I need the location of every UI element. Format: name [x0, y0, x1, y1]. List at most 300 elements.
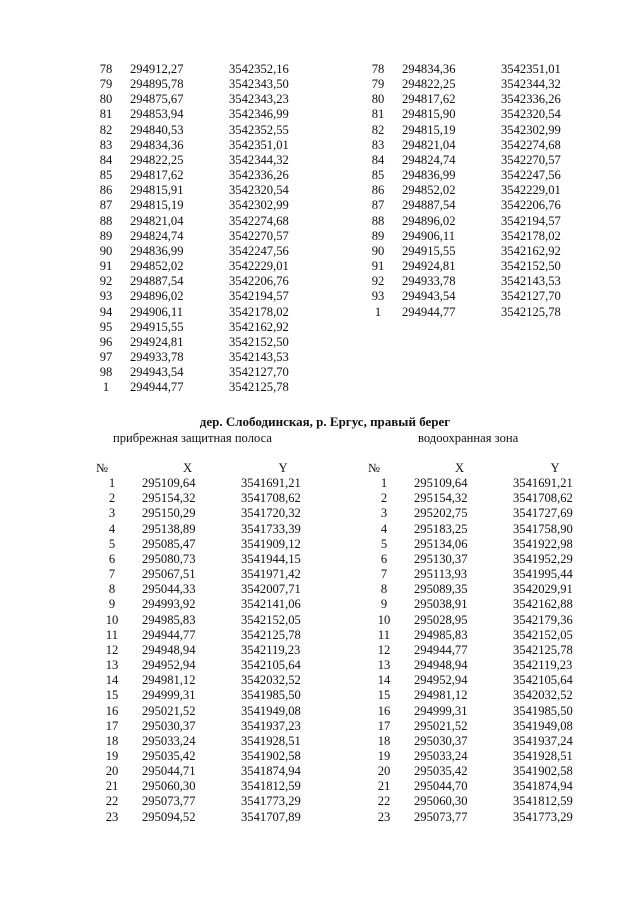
point-number: 82 [371, 122, 385, 137]
coordinate-x: 294933,78 [130, 349, 184, 364]
coordinate-x: 294821,04 [130, 213, 184, 228]
coordinate-x: 294852,02 [402, 183, 456, 198]
coordinate-x: 295067,51 [142, 567, 196, 582]
coordinate-x: 294924,81 [402, 259, 456, 274]
coordinates-table-bottom-left [84, 461, 325, 825]
coordinate-x: 294985,83 [142, 612, 196, 627]
table-row [356, 153, 585, 168]
coordinate-x: 295073,77 [414, 809, 468, 824]
coordinate-x: 294822,25 [130, 152, 184, 167]
table-header-row [84, 461, 325, 476]
point-number: 18 [105, 733, 119, 748]
table-row [356, 168, 585, 183]
coordinate-x: 295183,25 [414, 521, 468, 536]
header-number: № [96, 461, 109, 475]
coordinate-x: 294815,19 [402, 122, 456, 137]
point-number: 84 [371, 152, 385, 167]
coordinate-y: 3542162,88 [513, 597, 573, 612]
table-row [356, 628, 597, 643]
coordinate-x: 294817,62 [130, 168, 184, 183]
table-row [84, 289, 313, 304]
table-row [356, 582, 597, 597]
section-title: дер. Слободинская, р. Ергус, правый берег [199, 414, 451, 429]
coordinate-x: 294896,02 [130, 289, 184, 304]
coordinate-x: 294853,94 [130, 107, 184, 122]
point-number: 78 [371, 62, 385, 76]
coordinate-y: 3542152,50 [501, 259, 561, 274]
coordinate-y: 3542351,01 [229, 137, 289, 152]
coordinate-x: 295035,42 [414, 764, 468, 779]
table-row [356, 658, 597, 673]
table-row [356, 289, 585, 304]
point-number: 82 [99, 122, 113, 137]
coordinate-y: 3541707,89 [241, 809, 301, 824]
table-row [356, 107, 585, 122]
table-row [84, 107, 313, 122]
coordinate-x: 294875,67 [130, 92, 184, 107]
coordinate-y: 3542229,01 [501, 183, 561, 198]
table-row [84, 628, 325, 643]
coordinate-y: 3542274,68 [501, 137, 561, 152]
table-row [356, 92, 585, 107]
point-number: 4 [108, 521, 116, 536]
coordinate-y: 3542143,53 [229, 349, 289, 364]
coordinate-x: 294915,55 [130, 319, 184, 334]
coordinate-x: 294836,99 [402, 168, 456, 183]
table-row [356, 274, 585, 289]
coordinate-x: 294952,94 [142, 658, 196, 673]
point-number: 14 [105, 673, 119, 688]
coordinate-x: 294915,55 [402, 243, 456, 258]
coordinate-y: 3541949,08 [513, 718, 573, 733]
point-number: 84 [99, 152, 113, 167]
table-row [356, 259, 585, 274]
coordinate-x: 295138,89 [142, 521, 196, 536]
point-number: 86 [99, 183, 113, 198]
table-row [356, 244, 585, 259]
coordinate-x: 294943,54 [402, 289, 456, 304]
table-row [84, 597, 325, 612]
coordinate-y: 3542247,56 [501, 168, 561, 183]
point-number: 98 [99, 365, 113, 380]
point-number: 4 [380, 521, 388, 536]
point-number: 11 [105, 627, 119, 642]
coordinate-x: 294895,78 [130, 77, 184, 92]
coordinate-y: 3541708,62 [513, 491, 573, 506]
table-row [356, 305, 585, 320]
coordinate-x: 294981,12 [142, 673, 196, 688]
point-number: 18 [377, 733, 391, 748]
coordinate-x: 295044,33 [142, 582, 196, 597]
coordinate-y: 3541773,29 [241, 794, 301, 809]
point-number: 5 [108, 536, 116, 551]
table-row [356, 704, 597, 719]
point-number: 92 [371, 274, 385, 289]
table-row [84, 320, 313, 335]
point-number: 93 [371, 289, 385, 304]
point-number: 22 [377, 794, 391, 809]
coordinate-x: 295150,29 [142, 506, 196, 521]
coordinate-x: 295044,71 [142, 764, 196, 779]
table-row [356, 491, 597, 506]
coordinate-x: 294944,77 [130, 380, 184, 395]
coordinate-x: 295109,64 [142, 476, 196, 491]
table-row [356, 749, 597, 764]
coordinate-x: 295021,52 [414, 718, 468, 733]
coordinate-y: 3542141,06 [241, 597, 301, 612]
table-row [84, 259, 313, 274]
coordinate-y: 3541928,51 [513, 748, 573, 763]
point-number: 21 [105, 779, 119, 794]
coordinate-y: 3541985,50 [513, 703, 573, 718]
coordinate-y: 3542152,05 [513, 627, 573, 642]
table-row [84, 350, 313, 365]
coordinate-y: 3541971,42 [241, 567, 301, 582]
coordinate-y: 3542344,32 [229, 152, 289, 167]
coordinate-x: 294822,25 [402, 77, 456, 92]
point-number: 1 [102, 380, 110, 395]
table-row [84, 764, 325, 779]
point-number: 88 [99, 213, 113, 228]
point-number: 94 [99, 304, 113, 319]
table-row [84, 794, 325, 809]
point-number: 7 [380, 567, 388, 582]
table-row [84, 491, 325, 506]
table-row [84, 380, 313, 395]
coordinate-x: 294981,12 [414, 688, 468, 703]
table-row [84, 229, 313, 244]
table-row [84, 62, 313, 77]
coordinate-y: 3541727,69 [513, 506, 573, 521]
coordinate-x: 295060,30 [142, 779, 196, 794]
point-number: 17 [105, 718, 119, 733]
point-number: 19 [105, 748, 119, 763]
point-number: 87 [99, 198, 113, 213]
coordinate-y: 3541874,94 [241, 764, 301, 779]
table-row [84, 719, 325, 734]
coordinate-x: 294824,74 [402, 152, 456, 167]
coordinate-y: 3541733,39 [241, 521, 301, 536]
point-number: 7 [108, 567, 116, 582]
coordinate-x: 294815,91 [130, 183, 184, 198]
table-row [84, 335, 313, 350]
coordinate-x: 294912,27 [130, 62, 184, 76]
point-number: 97 [99, 349, 113, 364]
point-number: 8 [108, 582, 116, 597]
coordinate-y: 3541812,59 [513, 794, 573, 809]
table-row [356, 476, 597, 491]
table-row [84, 153, 313, 168]
header-x: X [182, 461, 193, 475]
point-number: 23 [105, 809, 119, 824]
coordinate-x: 295085,47 [142, 536, 196, 551]
point-number: 3 [380, 506, 388, 521]
table-row [356, 673, 597, 688]
coordinate-y: 3541720,32 [241, 506, 301, 521]
table-row [356, 567, 597, 582]
coordinate-y: 3542105,64 [513, 673, 573, 688]
table-row [84, 734, 325, 749]
coordinate-y: 3542352,55 [229, 122, 289, 137]
coordinate-y: 3542343,50 [229, 77, 289, 92]
coordinate-x: 294924,81 [130, 334, 184, 349]
coordinate-x: 295060,30 [414, 794, 468, 809]
coordinate-x: 294815,90 [402, 107, 456, 122]
table-row [84, 522, 325, 537]
point-number: 2 [380, 491, 388, 506]
coordinate-x: 295028,95 [414, 612, 468, 627]
coordinate-x: 294821,04 [402, 137, 456, 152]
point-number: 22 [105, 794, 119, 809]
coordinate-x: 295073,77 [142, 794, 196, 809]
point-number: 83 [99, 137, 113, 152]
coordinate-y: 3542336,26 [501, 92, 561, 107]
coordinate-y: 3541985,50 [241, 688, 301, 703]
table-row [84, 198, 313, 213]
coordinate-y: 3542206,76 [229, 274, 289, 289]
coordinate-x: 295134,06 [414, 536, 468, 551]
coordinate-y: 3541937,24 [513, 733, 573, 748]
point-number: 8 [380, 582, 388, 597]
coordinate-x: 294944,77 [414, 642, 468, 657]
point-number: 80 [99, 92, 113, 107]
coordinate-y: 3541691,21 [241, 476, 301, 491]
point-number: 10 [377, 612, 391, 627]
coordinates-table-top-left [84, 62, 313, 395]
point-number: 81 [371, 107, 385, 122]
coordinate-x: 294933,78 [402, 274, 456, 289]
point-number: 3 [108, 506, 116, 521]
point-number: 20 [377, 764, 391, 779]
table-row [356, 198, 585, 213]
coordinate-x: 295202,75 [414, 506, 468, 521]
point-number: 92 [99, 274, 113, 289]
table-row [356, 62, 585, 77]
coordinate-x: 295154,32 [414, 491, 468, 506]
coordinate-x: 294887,54 [402, 198, 456, 213]
coordinate-x: 295030,37 [414, 733, 468, 748]
point-number: 91 [99, 259, 113, 274]
point-number: 90 [371, 243, 385, 258]
coordinate-x: 294948,94 [142, 642, 196, 657]
coordinate-y: 3541812,59 [241, 779, 301, 794]
coordinate-x: 295030,37 [142, 718, 196, 733]
point-number: 17 [377, 718, 391, 733]
point-number: 80 [371, 92, 385, 107]
point-number: 89 [371, 228, 385, 243]
coordinate-y: 3542152,05 [241, 612, 301, 627]
table-row [356, 794, 597, 809]
table-row [84, 476, 325, 491]
point-number: 23 [377, 809, 391, 824]
table-row [84, 365, 313, 380]
coordinate-x: 294836,99 [130, 243, 184, 258]
point-number: 78 [99, 62, 113, 76]
point-number: 12 [377, 642, 391, 657]
table-row [84, 704, 325, 719]
table-row [356, 810, 597, 825]
coordinate-x: 294896,02 [402, 213, 456, 228]
coordinate-y: 3542105,64 [241, 658, 301, 673]
point-number: 83 [371, 137, 385, 152]
coordinate-x: 294943,54 [130, 365, 184, 380]
point-number: 15 [377, 688, 391, 703]
coordinate-x: 295154,32 [142, 491, 196, 506]
coordinate-x: 295109,64 [414, 476, 468, 491]
point-number: 5 [380, 536, 388, 551]
point-number: 21 [377, 779, 391, 794]
point-number: 87 [371, 198, 385, 213]
coordinate-y: 3542125,78 [241, 627, 301, 642]
coordinate-y: 3542178,02 [229, 304, 289, 319]
point-number: 1 [374, 304, 382, 319]
coordinate-y: 3542179,36 [513, 612, 573, 627]
table-row [84, 138, 313, 153]
table-row [84, 214, 313, 229]
coordinate-y: 3542343,23 [229, 92, 289, 107]
coordinate-y: 3542162,92 [501, 243, 561, 258]
table-row [356, 643, 597, 658]
point-number: 13 [105, 658, 119, 673]
table-row [84, 582, 325, 597]
coordinate-x: 294944,77 [142, 627, 196, 642]
coordinate-y: 3542302,99 [229, 198, 289, 213]
table-row [356, 138, 585, 153]
coordinate-x: 294993,92 [142, 597, 196, 612]
table-row [84, 244, 313, 259]
point-number: 2 [108, 491, 116, 506]
table-row [84, 658, 325, 673]
coordinate-x: 294985,83 [414, 627, 468, 642]
point-number: 96 [99, 334, 113, 349]
coordinates-table-bottom-right [356, 461, 597, 825]
coastal-protection-strip-label: прибрежная защитная полоса [113, 431, 272, 445]
table-row [84, 552, 325, 567]
coordinate-y: 3541758,90 [513, 521, 573, 536]
coordinate-y: 3542274,68 [229, 213, 289, 228]
table-row [356, 613, 597, 628]
coordinate-y: 3542119,23 [241, 642, 301, 657]
point-number: 6 [380, 551, 388, 566]
coordinate-x: 294815,19 [130, 198, 184, 213]
point-number: 10 [105, 612, 119, 627]
coordinate-x: 295033,24 [414, 748, 468, 763]
coordinate-x: 295080,73 [142, 551, 196, 566]
coordinate-x: 294906,11 [130, 304, 184, 319]
point-number: 85 [99, 168, 113, 183]
table-row [356, 552, 597, 567]
point-number: 88 [371, 213, 385, 228]
table-row [84, 567, 325, 582]
point-number: 79 [99, 77, 113, 92]
table-row [356, 77, 585, 92]
coordinate-y: 3541902,58 [241, 748, 301, 763]
table-row [356, 229, 585, 244]
coordinate-x: 294944,77 [402, 304, 456, 319]
table-row [84, 92, 313, 107]
coordinate-y: 3541909,12 [241, 536, 301, 551]
coordinate-x: 294952,94 [414, 673, 468, 688]
point-number: 93 [99, 289, 113, 304]
header-x: X [454, 461, 465, 475]
coordinate-y: 3542119,23 [513, 658, 573, 673]
coordinate-x: 294852,02 [130, 259, 184, 274]
coordinate-y: 3541928,51 [241, 733, 301, 748]
coordinate-y: 3541952,29 [513, 551, 573, 566]
table-row [356, 506, 597, 521]
header-y: Y [550, 461, 560, 475]
coordinate-y: 3542125,78 [513, 642, 573, 657]
table-row [84, 779, 325, 794]
point-number: 20 [105, 764, 119, 779]
point-number: 81 [99, 107, 113, 122]
point-number: 95 [99, 319, 113, 334]
point-number: 86 [371, 183, 385, 198]
coordinate-x: 294824,74 [130, 228, 184, 243]
table-row [84, 749, 325, 764]
coordinate-y: 3541902,58 [513, 764, 573, 779]
table-row [356, 719, 597, 734]
coordinate-y: 3541937,23 [241, 718, 301, 733]
table-row [84, 688, 325, 703]
table-row [356, 779, 597, 794]
table-row [356, 183, 585, 198]
coordinate-x: 294834,36 [402, 62, 456, 76]
coordinate-x: 295130,37 [414, 551, 468, 566]
coordinate-y: 3542352,16 [229, 62, 289, 76]
coordinate-x: 294948,94 [414, 658, 468, 673]
coordinate-y: 3542270,57 [229, 228, 289, 243]
coordinate-y: 3542007,71 [241, 582, 301, 597]
table-row [84, 810, 325, 825]
coordinate-y: 3542344,32 [501, 77, 561, 92]
coordinate-y: 3542125,78 [229, 380, 289, 395]
coordinate-x: 295044,70 [414, 779, 468, 794]
coordinate-y: 3541922,98 [513, 536, 573, 551]
table-row [84, 183, 313, 198]
table-row [84, 643, 325, 658]
coordinate-y: 3542206,76 [501, 198, 561, 213]
coordinate-y: 3542247,56 [229, 243, 289, 258]
coordinate-y: 3542032,52 [241, 673, 301, 688]
coordinate-y: 3542127,70 [501, 289, 561, 304]
coordinate-y: 3542143,53 [501, 274, 561, 289]
table-row [356, 214, 585, 229]
table-row [84, 123, 313, 138]
table-row [84, 77, 313, 92]
coordinates-table-top-right [356, 62, 585, 320]
coordinate-y: 3541691,21 [513, 476, 573, 491]
coordinate-x: 295089,35 [414, 582, 468, 597]
coordinate-x: 295035,42 [142, 748, 196, 763]
coordinate-x: 295038,91 [414, 597, 468, 612]
coordinate-x: 295021,52 [142, 703, 196, 718]
point-number: 91 [371, 259, 385, 274]
coordinate-y: 3542032,52 [513, 688, 573, 703]
water-protection-zone-label: водоохранная зона [418, 431, 519, 445]
point-number: 16 [377, 703, 391, 718]
table-row [84, 274, 313, 289]
table-row [356, 522, 597, 537]
point-number: 79 [371, 77, 385, 92]
table-row [356, 764, 597, 779]
coordinate-y: 3542194,57 [501, 213, 561, 228]
point-number: 14 [377, 673, 391, 688]
coordinate-x: 294999,31 [142, 688, 196, 703]
table-row [356, 597, 597, 612]
point-number: 11 [377, 627, 391, 642]
table-row [356, 537, 597, 552]
